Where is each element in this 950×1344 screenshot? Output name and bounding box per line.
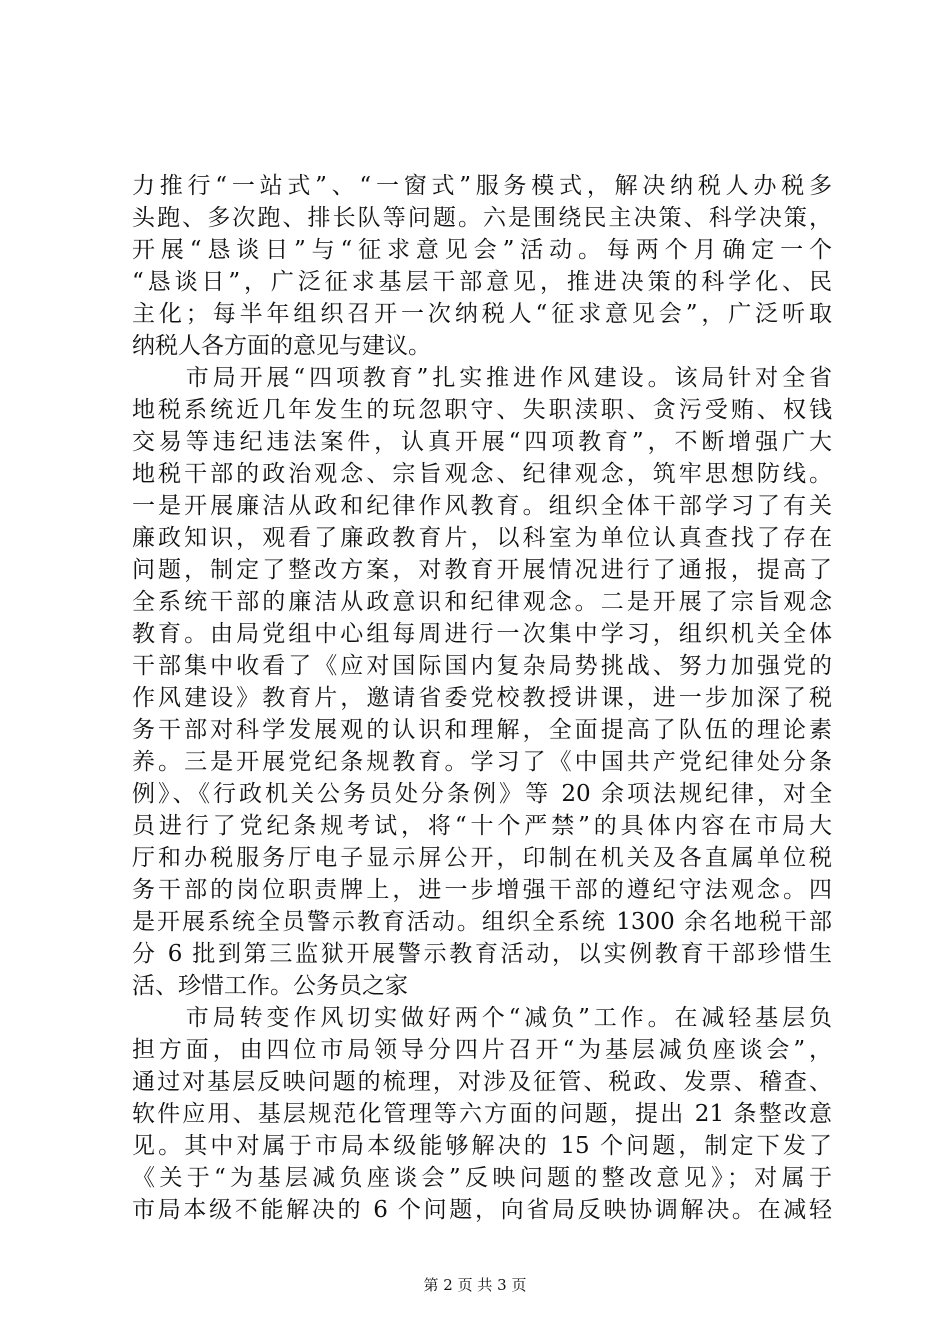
text-line: 纳税人各方面的意见与建议。 xyxy=(132,333,431,359)
text-line: 廉政知识，观看了廉政教育片，以科室为单位认真查找了存在 xyxy=(132,525,832,551)
text-line: 分 6 批到第三监狱开展警示教育活动，以实例教育干部珍惜生 xyxy=(132,941,832,967)
text-line: 担方面，由四位市局领导分四片召开“为基层减负座谈会”， xyxy=(132,1037,832,1063)
text-line: 见。其中对属于市局本级能够解决的 15 个问题，制定下发了 xyxy=(132,1133,832,1159)
page-number-footer: 第 2 页 共 3 页 xyxy=(423,1276,527,1294)
text-line: 问题，制定了整改方案，对教育开展情况进行了通报，提高了 xyxy=(132,557,832,583)
text-line: 例》、《行政机关公务员处分条例》等 20 余项法规纪律，对全 xyxy=(132,781,832,807)
text-line: 厅和办税服务厅电子显示屏公开，印制在机关及各直属单位税 xyxy=(132,845,832,871)
text-line: 地税系统近几年发生的玩忽职守、失职渎职、贪污受贿、权钱 xyxy=(132,397,832,423)
text-line: 《关于“为基层减负座谈会”反映问题的整改意见》；对属于 xyxy=(132,1165,832,1191)
text-line: 是开展系统全员警示教育活动。组织全系统 1300 余名地税干部 xyxy=(132,909,832,935)
text-line: 头跑、多次跑、排长队等问题。六是围绕民主决策、科学决策， xyxy=(132,205,832,231)
document-body xyxy=(132,170,832,1226)
text-line: 作风建设》教育片，邀请省委党校教授讲课，进一步加深了税 xyxy=(132,685,832,711)
text-line: 一是开展廉洁从政和纪律作风教育。组织全体干部学习了有关 xyxy=(132,493,832,519)
text-line: 养。三是开展党纪条规教育。学习了《中国共产党纪律处分条 xyxy=(132,749,832,775)
text-line: 市局转变作风切实做好两个“减负”工作。在减轻基层负 xyxy=(132,1005,832,1031)
text-line: 市局本级不能解决的 6 个问题，向省局反映协调解决。在减轻 xyxy=(132,1197,832,1223)
text-line: 主化；每半年组织召开一次纳税人“征求意见会”，广泛听取 xyxy=(132,301,832,327)
text-line: “恳谈日”，广泛征求基层干部意见，推进决策的科学化、民 xyxy=(132,269,832,295)
text-line: 市局开展“四项教育”扎实推进作风建设。该局针对全省 xyxy=(132,365,832,391)
text-line: 务干部对科学发展观的认识和理解，全面提高了队伍的理论素 xyxy=(132,717,832,743)
text-line: 员进行了党纪条规考试，将“十个严禁”的具体内容在市局大 xyxy=(132,813,832,839)
text-line: 全系统干部的廉洁从政意识和纪律观念。二是开展了宗旨观念 xyxy=(132,589,832,615)
text-line: 务干部的岗位职责牌上，进一步增强干部的遵纪守法观念。四 xyxy=(132,877,832,903)
text-line: 活、珍惜工作。公务员之家 xyxy=(132,973,408,999)
text-line: 开展“恳谈日”与“征求意见会”活动。每两个月确定一个 xyxy=(132,237,832,263)
text-line: 交易等违纪违法案件，认真开展“四项教育”，不断增强广大 xyxy=(132,429,832,455)
text-line: 力推行“一站式”、“一窗式”服务模式，解决纳税人办税多 xyxy=(132,173,832,199)
text-line: 教育。由局党组中心组每周进行一次集中学习，组织机关全体 xyxy=(132,621,832,647)
text-line: 干部集中收看了《应对国际国内复杂局势挑战、努力加强党的 xyxy=(132,653,832,679)
text-line: 通过对基层反映问题的梳理，对涉及征管、税政、发票、稽查、 xyxy=(132,1069,832,1095)
text-line: 软件应用、基层规范化管理等六方面的问题，提出 21 条整改意 xyxy=(132,1101,832,1127)
text-line: 地税干部的政治观念、宗旨观念、纪律观念，筑牢思想防线。 xyxy=(132,461,832,487)
